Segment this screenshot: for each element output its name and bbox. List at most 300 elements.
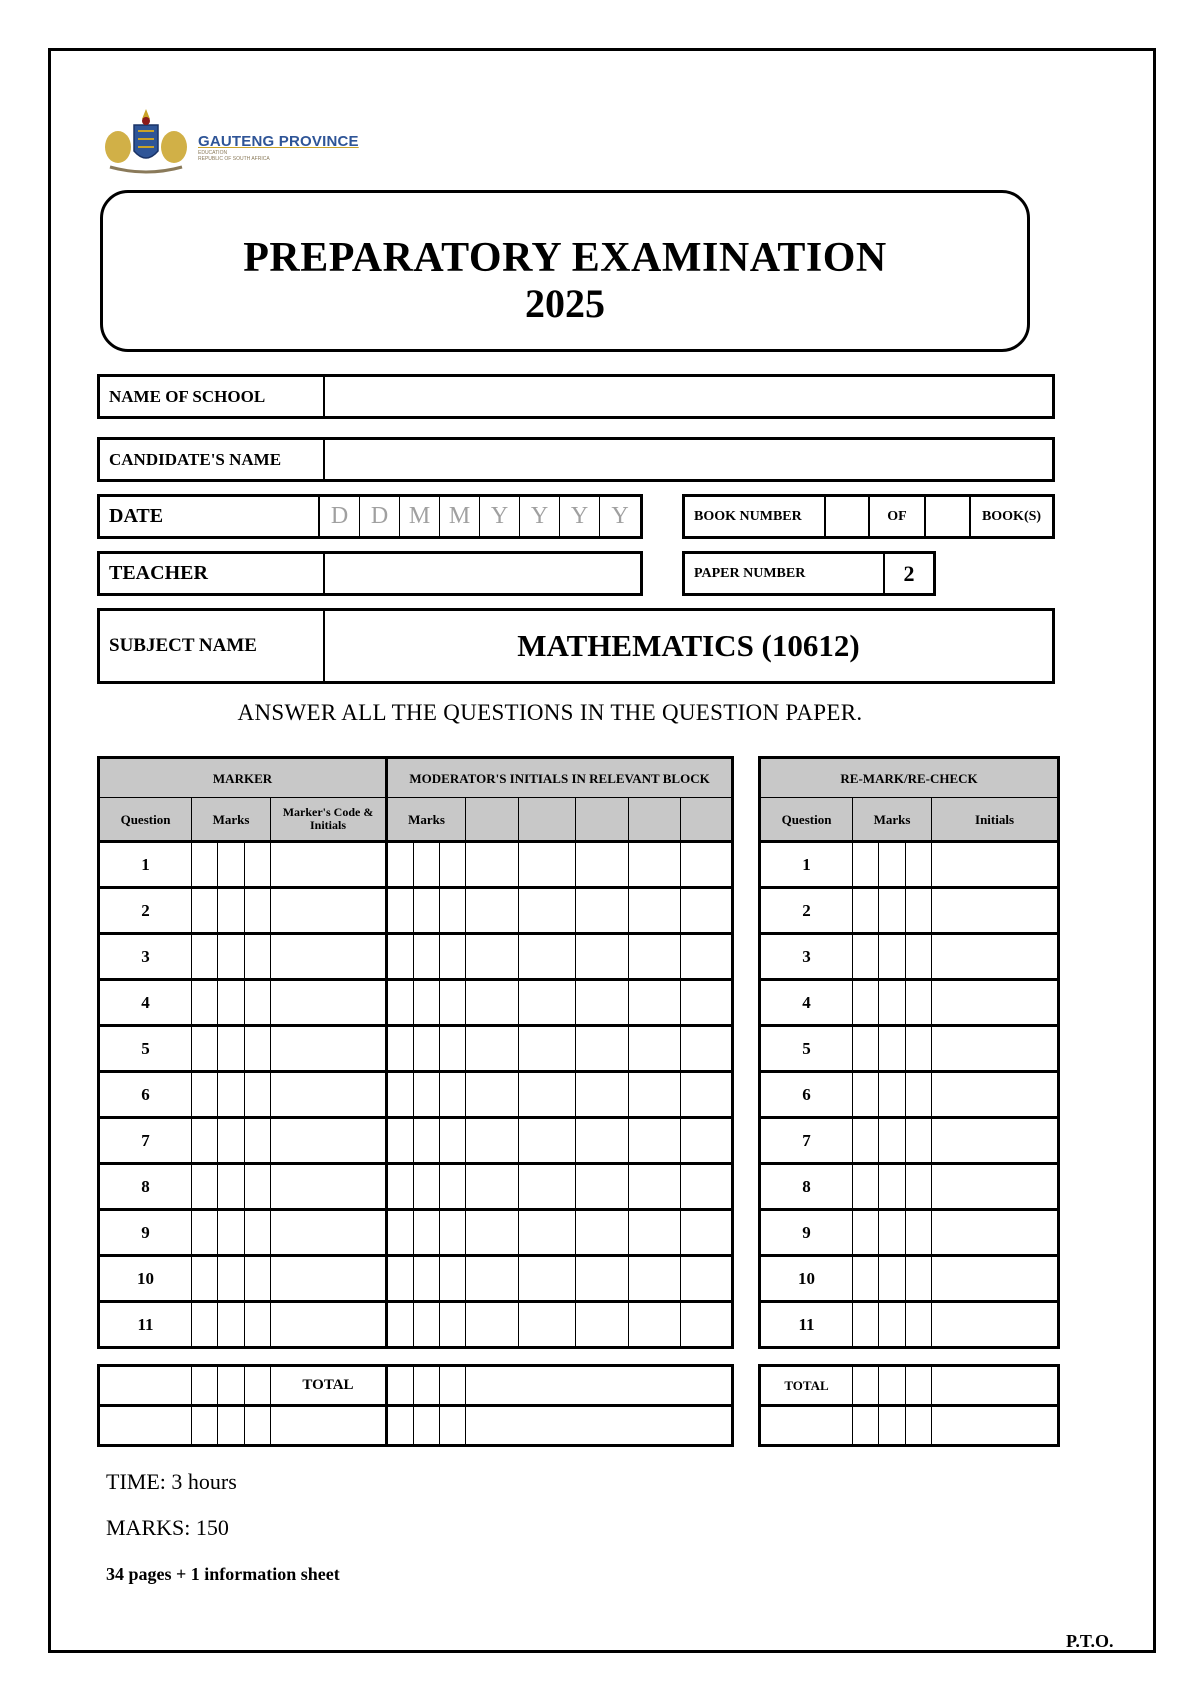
marker-code-cell[interactable] [271,1256,387,1302]
mod-initials-cell[interactable] [576,1256,629,1302]
mod-initials-cell[interactable] [519,1302,576,1348]
mod-initials-cell[interactable] [519,888,576,934]
mod-initials-cell[interactable] [629,980,681,1026]
mod-mark-cell[interactable] [414,888,440,934]
remark-mark-cell[interactable] [853,1118,879,1164]
remark-total-table [758,1364,1060,1447]
total-initials-cell[interactable] [932,1366,1059,1406]
remark-mark-cell[interactable] [879,934,906,980]
remark-mark-cell[interactable] [879,1256,906,1302]
question-number: 5 [99,1026,192,1072]
table-row [99,980,733,1026]
mod-mark-cell[interactable] [440,1256,466,1302]
mod-initials-cell[interactable] [466,888,519,934]
mark-cell[interactable] [192,1072,218,1118]
mod-initials-cell[interactable] [629,934,681,980]
remark-mark-cell[interactable] [906,1164,932,1210]
mod-initials-cell[interactable] [466,934,519,980]
page-count: 34 pages + 1 information sheet [106,1564,340,1584]
mark-cell[interactable] [192,980,218,1026]
question-number: 4 [760,980,853,1026]
mod-initials-cell[interactable] [681,1118,733,1164]
remark-mark-cell[interactable] [906,1302,932,1348]
total-mark-cell[interactable] [192,1406,218,1446]
mod-mark-cell[interactable] [387,934,414,980]
marker-code-cell[interactable] [271,1302,387,1348]
marker-total-table [97,1364,734,1447]
remark-initials-cell[interactable] [932,1026,1059,1072]
mark-cell[interactable] [245,1026,271,1072]
mod-initials-cell[interactable] [629,1210,681,1256]
mod-initials-cell[interactable] [466,1118,519,1164]
mod-initials-cell[interactable] [519,1256,576,1302]
moderator-header: MODERATOR'S INITIALS IN RELEVANT BLOCK [387,758,733,798]
mark-cell[interactable] [192,1026,218,1072]
mod-mark-cell[interactable] [387,1118,414,1164]
marker-code-cell[interactable] [271,842,387,888]
table-row [760,980,1059,1026]
mod-mark-cell[interactable] [440,934,466,980]
teacher-input[interactable] [325,554,640,593]
marker-code-cell[interactable] [271,980,387,1026]
mark-cell[interactable] [192,1302,218,1348]
remark-initials-cell[interactable] [932,1302,1059,1348]
mark-cell[interactable] [245,1210,271,1256]
mark-cell[interactable] [218,980,245,1026]
mark-cell[interactable] [218,1210,245,1256]
table-row [99,888,733,934]
remark-mark-cell[interactable] [853,888,879,934]
col-marker-code: Marker's Code & Initials [271,798,387,842]
mod-initials-cell[interactable] [681,1256,733,1302]
remark-header: RE-MARK/RE-CHECK [760,758,1059,798]
question-number: 7 [760,1118,853,1164]
table-row [99,1026,733,1072]
remark-mark-cell[interactable] [906,1026,932,1072]
mod-initials-cell[interactable] [576,1072,629,1118]
mod-initials-cell[interactable] [629,1164,681,1210]
mark-cell[interactable] [245,1118,271,1164]
school-field-row [97,374,1055,419]
mod-initials-cell[interactable] [466,842,519,888]
table-row [760,1302,1059,1348]
books-label: BOOK(S) [981,508,1042,524]
mark-cell[interactable] [218,888,245,934]
mark-cell[interactable] [245,980,271,1026]
table-row [760,1164,1059,1210]
remark-table [758,756,1060,1349]
mod-initials-cell[interactable] [519,1210,576,1256]
date-cell[interactable]: Y [560,497,600,536]
mod-mark-cell[interactable] [440,1026,466,1072]
date-cell[interactable]: D [320,497,360,536]
remark-initials-cell[interactable] [932,888,1059,934]
mark-cell[interactable] [218,1256,245,1302]
mod-col [519,798,576,842]
mod-mark-cell[interactable] [414,1072,440,1118]
remark-mark-cell[interactable] [879,1026,906,1072]
mod-col [629,798,681,842]
marker-code-cell[interactable] [271,1072,387,1118]
exam-title: PREPARATORY EXAMINATION [243,235,887,281]
mod-initials-cell[interactable] [519,1026,576,1072]
remark-mark-cell[interactable] [853,980,879,1026]
total-cell[interactable] [760,1406,853,1446]
mod-mark-cell[interactable] [440,888,466,934]
exam-time: TIME: 3 hours [106,1469,237,1494]
candidate-label: CANDIDATE'S NAME [100,440,325,479]
remark-initials-cell[interactable] [932,1072,1059,1118]
table-row [99,1256,733,1302]
remark-mark-cell[interactable] [853,842,879,888]
remark-initials-cell[interactable] [932,934,1059,980]
mod-initials-cell[interactable] [466,1302,519,1348]
col-question: Question [760,798,853,842]
mod-initials-cell[interactable] [681,1302,733,1348]
remark-mark-cell[interactable] [853,1164,879,1210]
question-number: 9 [99,1210,192,1256]
question-number: 11 [760,1302,853,1348]
mod-initials-cell[interactable] [466,980,519,1026]
total-mark-cell[interactable] [879,1366,906,1406]
mod-initials-cell[interactable] [576,934,629,980]
mod-mark-cell[interactable] [414,1302,440,1348]
mark-cell[interactable] [218,1026,245,1072]
mod-mark-cell[interactable] [440,1072,466,1118]
mod-initials-cell[interactable] [576,980,629,1026]
remark-mark-cell[interactable] [879,1118,906,1164]
mod-mark-cell[interactable] [414,1164,440,1210]
table-row [99,842,733,888]
remark-mark-cell[interactable] [906,842,932,888]
marker-header: MARKER [99,758,387,798]
mod-col [681,798,733,842]
mod-mark-cell[interactable] [387,1256,414,1302]
teacher-field-row [97,551,643,596]
mod-mark-cell[interactable] [414,1210,440,1256]
mod-initials-cell[interactable] [629,1026,681,1072]
mod-initials-cell[interactable] [629,1072,681,1118]
mark-cell[interactable] [218,1164,245,1210]
mod-initials-cell[interactable] [576,888,629,934]
paper-number-value: 2 [903,560,915,586]
remark-mark-cell[interactable] [879,1164,906,1210]
total-books-input[interactable] [926,497,971,536]
mod-initials-cell[interactable] [681,980,733,1026]
remark-initials-cell[interactable] [932,1256,1059,1302]
mod-mark-cell[interactable] [440,1302,466,1348]
question-number: 10 [760,1256,853,1302]
total-label: TOTAL [271,1366,387,1406]
table-row [99,1210,733,1256]
total-mark-cell[interactable] [879,1406,906,1446]
total-mod-cell[interactable] [466,1406,733,1446]
marker-code-cell[interactable] [271,1118,387,1164]
remark-initials-cell[interactable] [932,842,1059,888]
question-number: 10 [99,1256,192,1302]
mod-initials-cell[interactable] [681,1072,733,1118]
mod-initials-cell[interactable] [629,1256,681,1302]
mod-initials-cell[interactable] [519,1118,576,1164]
total-initials-cell[interactable] [932,1406,1059,1446]
question-number: 2 [99,888,192,934]
mod-initials-cell[interactable] [519,1072,576,1118]
mark-cell[interactable] [192,1118,218,1164]
total-mark-cell[interactable] [906,1406,932,1446]
question-number: 2 [760,888,853,934]
mod-initials-cell[interactable] [576,1026,629,1072]
total-mod-cell[interactable] [440,1406,466,1446]
remark-mark-cell[interactable] [853,1210,879,1256]
mod-initials-cell[interactable] [629,1118,681,1164]
mark-cell[interactable] [192,934,218,980]
question-number: 3 [760,934,853,980]
mod-mark-cell[interactable] [414,1118,440,1164]
question-number: 6 [760,1072,853,1118]
total-mark-cell[interactable] [245,1406,271,1446]
table-row [99,1072,733,1118]
date-cell[interactable]: Y [520,497,560,536]
mod-mark-cell[interactable] [414,934,440,980]
mod-mark-cell[interactable] [414,1026,440,1072]
table-row [99,1164,733,1210]
mod-mark-cell[interactable] [440,980,466,1026]
total-mod-cell[interactable] [387,1366,414,1406]
mark-cell[interactable] [192,1210,218,1256]
remark-mark-cell[interactable] [906,1210,932,1256]
book-number-label: BOOK NUMBER [685,497,826,536]
mod-initials-cell[interactable] [576,1210,629,1256]
remark-initials-cell[interactable] [932,980,1059,1026]
mark-cell[interactable] [245,1072,271,1118]
marker-code-cell[interactable] [271,1210,387,1256]
remark-mark-cell[interactable] [853,1072,879,1118]
mod-initials-cell[interactable] [466,1026,519,1072]
mod-initials-cell[interactable] [466,1210,519,1256]
subject-name: MATHEMATICS (10612) [517,628,860,663]
total-mark-cell[interactable] [192,1366,218,1406]
question-number: 4 [99,980,192,1026]
mark-cell[interactable] [245,1256,271,1302]
marker-code-cell[interactable] [271,888,387,934]
table-row [760,1210,1059,1256]
table-row [99,934,733,980]
remark-mark-cell[interactable] [853,1026,879,1072]
mod-initials-cell[interactable] [681,842,733,888]
date-cell[interactable]: Y [611,503,629,529]
date-cell[interactable]: D [360,497,400,536]
table-row [99,1302,733,1348]
subject-label: SUBJECT NAME [100,611,325,681]
paper-number-label: PAPER NUMBER [685,554,885,593]
remark-mark-cell[interactable] [879,842,906,888]
date-cell[interactable]: M [400,497,440,536]
mod-initials-cell[interactable] [576,1302,629,1348]
total-mark-cell[interactable] [218,1366,245,1406]
mod-initials-cell[interactable] [519,980,576,1026]
remark-initials-cell[interactable] [932,1164,1059,1210]
table-row [760,1072,1059,1118]
date-cell[interactable]: M [440,497,480,536]
total-cell[interactable] [271,1406,387,1446]
remark-mark-cell[interactable] [906,1256,932,1302]
mod-mark-cell[interactable] [387,980,414,1026]
remark-mark-cell[interactable] [879,1210,906,1256]
mod-initials-cell[interactable] [519,842,576,888]
school-input[interactable] [325,377,1052,416]
exam-year: 2025 [525,281,605,326]
candidate-field-row [97,437,1055,482]
mod-mark-cell[interactable] [440,1210,466,1256]
question-number: 1 [760,842,853,888]
mod-initials-cell[interactable] [629,1302,681,1348]
mod-mark-cell[interactable] [440,842,466,888]
remark-mark-cell[interactable] [906,888,932,934]
total-mod-cell[interactable] [466,1366,733,1406]
logo-name: GAUTENG PROVINCE [198,133,359,150]
remark-mark-cell[interactable] [879,1302,906,1348]
table-row [760,1256,1059,1302]
school-label: NAME OF SCHOOL [100,377,325,416]
total-mod-cell[interactable] [440,1366,466,1406]
mark-cell[interactable] [245,888,271,934]
table-row [760,1026,1059,1072]
marker-code-cell[interactable] [271,1164,387,1210]
mod-initials-cell[interactable] [466,1164,519,1210]
total-mod-cell[interactable] [414,1366,440,1406]
coat-of-arms-icon [100,103,192,175]
table-row [760,1118,1059,1164]
remark-mark-cell[interactable] [906,934,932,980]
mark-cell[interactable] [218,934,245,980]
marker-table [97,756,734,1349]
mod-mark-cell[interactable] [387,1026,414,1072]
mark-cell[interactable] [245,1164,271,1210]
mark-cell[interactable] [192,1164,218,1210]
total-mark-cell[interactable] [218,1406,245,1446]
mod-mark-cell[interactable] [387,1302,414,1348]
mod-mark-cell[interactable] [387,1210,414,1256]
remark-mark-cell[interactable] [853,934,879,980]
question-number: 3 [99,934,192,980]
mark-cell[interactable] [245,842,271,888]
mod-col [466,798,519,842]
question-number: 9 [760,1210,853,1256]
table-row [760,934,1059,980]
remark-mark-cell[interactable] [853,1256,879,1302]
mod-initials-cell[interactable] [519,1164,576,1210]
mark-cell[interactable] [218,1118,245,1164]
mod-initials-cell[interactable] [681,934,733,980]
remark-initials-cell[interactable] [932,1118,1059,1164]
mark-cell[interactable] [245,1302,271,1348]
question-number: 7 [99,1118,192,1164]
remark-mark-cell[interactable] [879,1072,906,1118]
mod-mark-cell[interactable] [440,1118,466,1164]
total-cell [99,1366,192,1406]
gauteng-logo [100,103,360,175]
table-row [760,842,1059,888]
mod-mark-cell[interactable] [440,1164,466,1210]
total-cell[interactable] [99,1406,192,1446]
remark-mark-cell[interactable] [906,1118,932,1164]
mod-initials-cell[interactable] [629,842,681,888]
date-input[interactable] [320,497,640,536]
marker-code-cell[interactable] [271,1026,387,1072]
mark-cell[interactable] [192,888,218,934]
remark-mark-cell[interactable] [906,980,932,1026]
total-mark-cell[interactable] [853,1406,879,1446]
mark-cell[interactable] [218,1072,245,1118]
pto-label: P.T.O. [1066,1631,1114,1651]
mod-mark-cell[interactable] [387,842,414,888]
instruction: ANSWER ALL THE QUESTIONS IN THE QUESTION PAPER. [237,700,863,725]
total-mod-cell[interactable] [387,1406,414,1446]
mod-initials-cell[interactable] [576,1164,629,1210]
mod-initials-cell[interactable] [519,934,576,980]
question-number: 6 [99,1072,192,1118]
mod-initials-cell[interactable] [681,1164,733,1210]
mod-initials-cell[interactable] [681,1210,733,1256]
mod-mark-cell[interactable] [414,1256,440,1302]
mark-cell[interactable] [192,1256,218,1302]
question-number: 5 [760,1026,853,1072]
col-initials: Initials [932,798,1059,842]
marker-code-cell[interactable] [271,934,387,980]
mark-cell[interactable] [192,842,218,888]
logo-country: REPUBLIC OF SOUTH AFRICA [198,156,270,162]
date-cell[interactable]: Y [480,497,520,536]
book-number-input[interactable] [826,497,870,536]
total-mark-cell[interactable] [906,1366,932,1406]
mod-initials-cell[interactable] [466,1256,519,1302]
mod-mark-cell[interactable] [387,1072,414,1118]
mod-initials-cell[interactable] [629,888,681,934]
col-mod-marks: Marks [387,798,466,842]
total-mark-cell[interactable] [853,1366,879,1406]
mod-mark-cell[interactable] [387,888,414,934]
remark-initials-cell[interactable] [932,1210,1059,1256]
mark-cell[interactable] [245,934,271,980]
mod-col [576,798,629,842]
candidate-input[interactable] [325,440,1052,479]
mod-initials-cell[interactable] [681,1026,733,1072]
mod-mark-cell[interactable] [414,842,440,888]
remark-mark-cell[interactable] [853,1302,879,1348]
date-field-row [97,494,643,539]
logo-dept: EDUCATION [198,150,228,156]
paper-number-row [682,551,936,596]
mod-initials-cell[interactable] [466,1072,519,1118]
date-label: DATE [100,497,320,536]
mark-cell[interactable] [218,1302,245,1348]
total-mark-cell[interactable] [245,1366,271,1406]
mod-initials-cell[interactable] [576,1118,629,1164]
total-mod-cell[interactable] [414,1406,440,1446]
mod-mark-cell[interactable] [414,980,440,1026]
of-label: OF [870,497,926,536]
remark-mark-cell[interactable] [906,1072,932,1118]
remark-mark-cell[interactable] [879,888,906,934]
mod-initials-cell[interactable] [576,842,629,888]
mark-cell[interactable] [218,842,245,888]
mod-initials-cell[interactable] [681,888,733,934]
table-row [99,1118,733,1164]
remark-mark-cell[interactable] [879,980,906,1026]
col-question: Question [99,798,192,842]
mod-mark-cell[interactable] [387,1164,414,1210]
question-number: 8 [99,1164,192,1210]
